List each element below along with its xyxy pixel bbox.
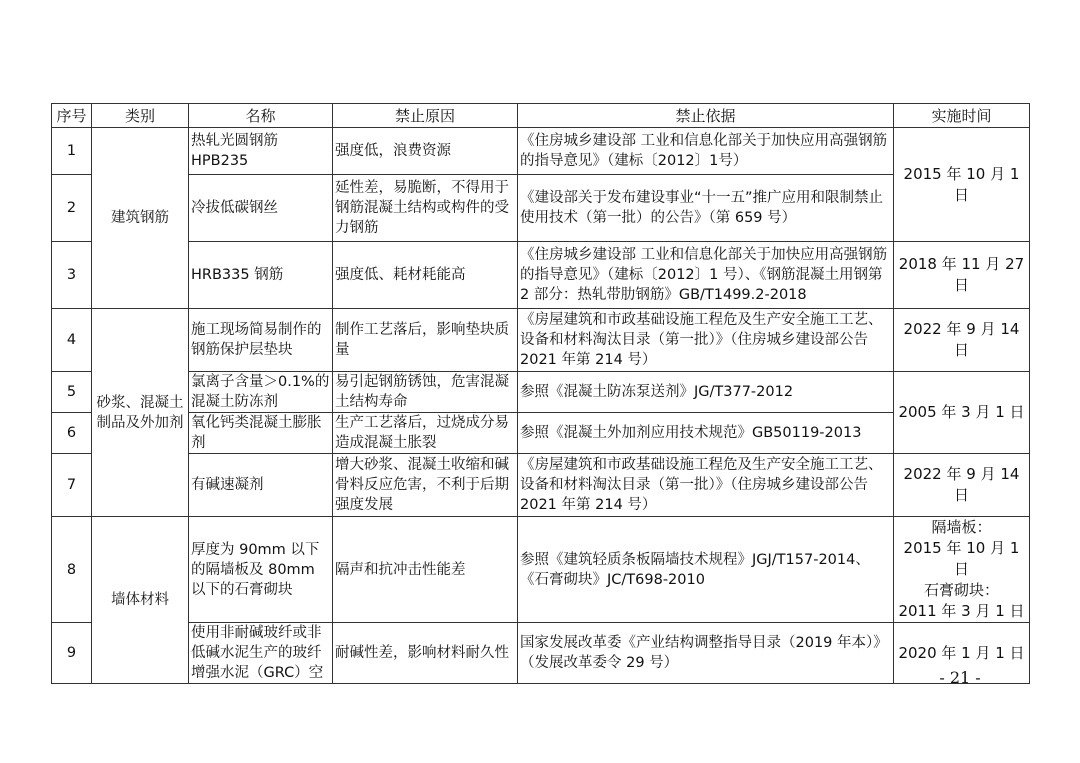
banned-materials-table (51, 103, 1030, 684)
ban-reason: 耐碱性差，影响材料耐久性 (333, 623, 518, 684)
ban-reason: 延性差，易脆断，不得用于钢筋混凝土结构或构件的受力钢筋 (333, 175, 518, 242)
category-cell: 建筑钢筋 (92, 128, 189, 309)
row-no: 9 (52, 623, 92, 684)
row-no: 5 (52, 372, 92, 413)
ban-reason: 生产工艺落后，过烧成分易造成混凝土胀裂 (333, 413, 518, 454)
header-time: 实施时间 (894, 104, 1030, 128)
effective-date: 隔墙板： 2015 年 10 月 1 日 石膏砌块： 2011 年 3 月 1 日 (894, 517, 1030, 623)
table-row (52, 413, 1030, 454)
ban-basis: 《房屋建筑和市政基础设施工程危及生产安全施工工艺、设备和材料淘汰目录（第一批）》（住房城乡建设部公告 2021 年第 214 号） (518, 454, 894, 517)
table-row (52, 517, 1030, 623)
item-name: 冷拔低碳钢丝 (189, 175, 333, 242)
header-no: 序号 (52, 104, 92, 128)
table-row (52, 454, 1030, 517)
table-header-row (52, 104, 1030, 128)
ban-basis: 《房屋建筑和市政基础设施工程危及生产安全施工工艺、设备和材料淘汰目录（第一批）》（住房城乡建设部公告 2021 年第 214 号） (518, 309, 894, 372)
row-no: 7 (52, 454, 92, 517)
ban-basis: 参照《建筑轻质条板隔墙技术规程》JGJ/T157-2014、《石膏砌块》JC/T698-2010 (518, 517, 894, 623)
category-cell: 砂浆、混凝土制品及外加剂 (92, 309, 189, 517)
item-name: 热轧光圆钢筋HPB235 (189, 128, 333, 175)
item-name: 有碱速凝剂 (189, 454, 333, 517)
category-cell: 墙体材料 (92, 517, 189, 684)
row-no: 2 (52, 175, 92, 242)
row-no: 3 (52, 242, 92, 309)
ban-reason: 强度低，浪费资源 (333, 128, 518, 175)
row-no: 4 (52, 309, 92, 372)
table-row (52, 128, 1030, 175)
table-row (52, 309, 1030, 372)
effective-date: 2005 年 3 月 1 日 (894, 372, 1030, 454)
ban-basis: 参照《混凝土外加剂应用技术规范》GB50119-2013 (518, 413, 894, 454)
item-name: 氧化钙类混凝土膨胀剂 (189, 413, 333, 454)
ban-reason: 强度低、耗材耗能高 (333, 242, 518, 309)
header-name: 名称 (189, 104, 333, 128)
item-name: 厚度为 90mm 以下的隔墙板及 80mm 以下的石膏砌块 (189, 517, 333, 623)
effective-date: 2015 年 10 月 1 日 (894, 128, 1030, 242)
ban-reason: 增大砂浆、混凝土收缩和碱骨料反应危害，不利于后期强度发展 (333, 454, 518, 517)
page-number: - 21 - (939, 668, 981, 687)
ban-basis: 《建设部关于发布建设事业“十一五”推广应用和限制禁止使用技术（第一批）的公告》（第 659 号） (518, 175, 894, 242)
table-row (52, 372, 1030, 413)
header-category: 类别 (92, 104, 189, 128)
row-no: 6 (52, 413, 92, 454)
ban-reason: 易引起钢筋锈蚀，危害混凝土结构寿命 (333, 372, 518, 413)
ban-reason: 制作工艺落后，影响垫块质量 (333, 309, 518, 372)
header-basis: 禁止依据 (518, 104, 894, 128)
row-no: 8 (52, 517, 92, 623)
header-reason: 禁止原因 (333, 104, 518, 128)
effective-date: 2022 年 9 月 14 日 (894, 309, 1030, 372)
ban-basis: 《住房城乡建设部 工业和信息化部关于加快应用高强钢筋的指导意见》（建标〔2012〕1号） (518, 128, 894, 175)
effective-date: 2018 年 11 月 27 日 (894, 242, 1030, 309)
ban-basis: 《住房城乡建设部 工业和信息化部关于加快应用高强钢筋的指导意见》（建标〔2012〕1 号）、《钢筋混凝土用钢第 2 部分：热轧带肋钢筋》GB/T1499.2-2018 (518, 242, 894, 309)
row-no: 1 (52, 128, 92, 175)
item-name: 施工现场简易制作的钢筋保护层垫块 (189, 309, 333, 372)
table-row (52, 242, 1030, 309)
ban-basis: 参照《混凝土防冻泵送剂》JG/T377-2012 (518, 372, 894, 413)
effective-date: 2020 年 1 月 1 日 (894, 623, 1030, 684)
ban-basis: 国家发展改革委《产业结构调整指导目录（2019 年本）》（发展改革委令 29 号） (518, 623, 894, 684)
item-name: HRB335 钢筋 (189, 242, 333, 309)
ban-reason: 隔声和抗冲击性能差 (333, 517, 518, 623)
table-row (52, 623, 1030, 684)
effective-date: 2022 年 9 月 14 日 (894, 454, 1030, 517)
item-name-text: 使用非耐碱玻纤或非低碱水泥生产的玻纤增强水泥（GRC）空 (191, 625, 324, 681)
table-row (52, 175, 1030, 242)
item-name: 氯离子含量＞0.1%的混凝土防冻剂 (189, 372, 333, 413)
item-name (189, 623, 333, 684)
